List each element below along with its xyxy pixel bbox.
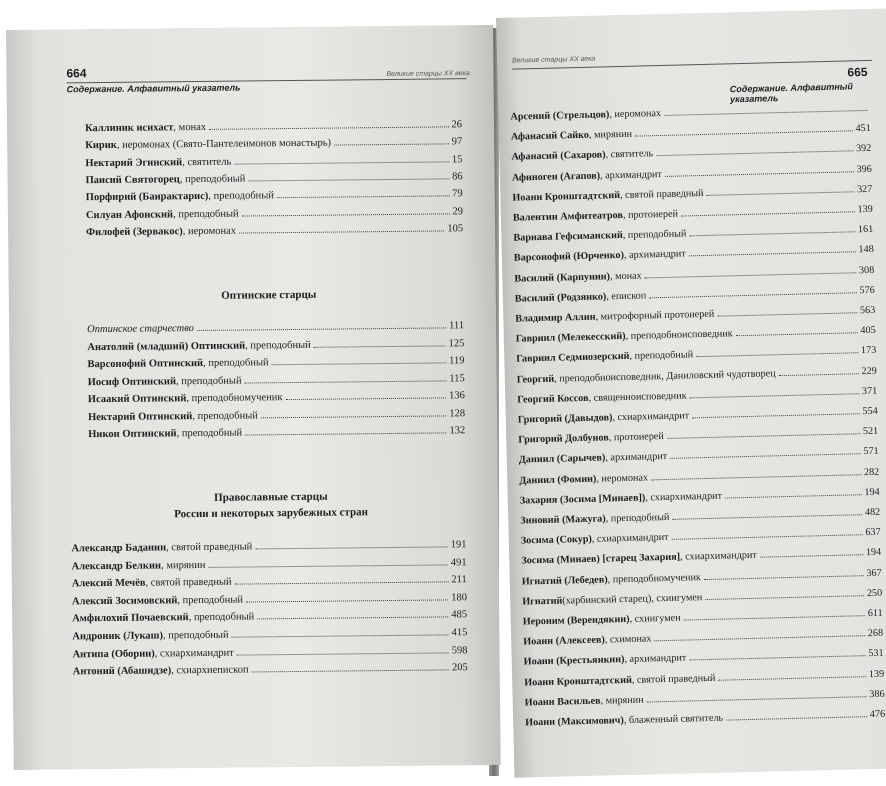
entry-description: , мирянин: [160, 559, 206, 571]
entry-description: , преподобный: [175, 375, 242, 387]
dot-leader: [656, 151, 853, 157]
entry-name: Исаакий Оптинский: [87, 393, 187, 406]
index-entry: [525, 688, 885, 710]
dot-leader: [779, 373, 859, 376]
dot-leader: [277, 196, 449, 199]
dot-leader: [645, 272, 856, 278]
entry-page-number: 367: [866, 567, 882, 579]
dot-leader: [272, 362, 446, 365]
entry-page-number: 396: [856, 163, 872, 175]
entry-name: Валентин Амфитеатров: [512, 209, 624, 224]
dot-leader: [672, 514, 862, 520]
entry-page-number: 105: [447, 223, 464, 235]
entry-page-number: 405: [860, 325, 876, 337]
index-entry: [515, 284, 875, 306]
entry-description: , преподобноисповедник: [625, 328, 733, 343]
entry-description: , схимонах: [604, 633, 652, 646]
entry-name: Гавриил (Мелекесский): [515, 331, 626, 345]
index-entry: [516, 324, 876, 346]
entry-name: Иосиф Оптинский: [87, 375, 177, 388]
index-entry: [513, 223, 873, 245]
entry-page-number: 180: [451, 592, 468, 604]
entry-name: Александр Белкин: [71, 559, 162, 572]
index-entry: [514, 263, 874, 285]
entry-name: Варсонофий (Юрченко): [513, 250, 625, 265]
index-entry: [516, 344, 876, 366]
entry-page-number: 132: [449, 425, 466, 437]
entry-description: , преподобный: [622, 228, 687, 242]
index-entry: [72, 644, 467, 661]
entry-description: (харбинский старец), схиигумен: [562, 591, 703, 607]
entry-page-number: 598: [451, 644, 468, 656]
entry-description: , схиархимандрит: [591, 532, 669, 545]
index-entry: [512, 162, 872, 184]
entry-name: Алексий Мечёв: [71, 577, 146, 590]
entry-description: , монах: [609, 270, 642, 282]
orthodox-heading-line1: Православные старцы: [214, 490, 328, 504]
entry-name: Иоанн (Крестьянкин): [523, 654, 625, 668]
entry-name: Григорий (Давыдов): [517, 412, 613, 426]
entry-name: Анатолий (младший) Оптинский: [87, 340, 246, 353]
entry-description: , преподобноисповедник, Даниловский чудотворец: [554, 367, 776, 385]
entry-description: , преподобный: [629, 349, 694, 363]
entry-name: Антоний (Абашидзе): [72, 665, 172, 678]
entry-page-number: 482: [864, 506, 881, 519]
dot-leader: [237, 652, 449, 655]
entry-name: Гавриил Седмиозерский: [516, 351, 630, 365]
entry-name: Антипа (Оборин): [72, 648, 155, 660]
index-entry: [86, 170, 463, 187]
entry-page-number: 115: [449, 372, 465, 384]
index-entry: [88, 424, 465, 441]
entry-page-number: 282: [863, 466, 880, 478]
entry-description: , преподобный: [177, 594, 244, 607]
dot-leader: [654, 635, 864, 641]
index-entry: [511, 122, 871, 144]
dot-leader: [725, 494, 861, 498]
index-entry: [517, 385, 877, 407]
entry-description: , преподобный: [605, 511, 670, 525]
entry-description: , иеромонах (Свято-Пантелеимонов монастырь): [116, 137, 332, 152]
dot-leader: [718, 676, 866, 681]
entry-page-number: 161: [857, 224, 874, 236]
entry-description: , преподобный: [179, 173, 246, 186]
entry-page-number: 491: [450, 556, 467, 568]
index-entry: [72, 609, 467, 626]
index-entry: [518, 425, 878, 447]
dot-leader: [314, 345, 446, 347]
left-header-rule: [67, 78, 467, 83]
entry-name: Варнава Гефсиманский: [513, 230, 623, 244]
entry-description: , святой праведный: [631, 672, 716, 686]
entry-description: , архимандрит: [599, 168, 663, 182]
entry-description: , преподобный: [203, 357, 269, 369]
entry-description: , митрофорный протоиерей: [595, 308, 715, 323]
index-entry: [522, 566, 882, 588]
entry-description: , схиархимандрит: [645, 490, 723, 504]
left-page-number: 664: [66, 66, 87, 81]
entry-page-number: 415: [451, 627, 468, 639]
index-entry: [520, 486, 880, 508]
dot-leader: [245, 380, 447, 383]
dot-leader: [257, 617, 448, 620]
entry-page-number: 139: [868, 668, 885, 680]
entry-name: Иоанн Кронштадтский: [524, 674, 633, 689]
index-entry: [523, 607, 883, 629]
index-entry: [511, 142, 871, 164]
dot-leader: [239, 230, 444, 233]
entry-description: , преподобный: [245, 339, 311, 352]
index-entry: [88, 407, 465, 424]
entry-name: Георгий: [516, 373, 555, 386]
dot-leader: [726, 716, 867, 720]
orthodox-heading: [161, 488, 381, 522]
entry-page-number: 111: [449, 320, 465, 332]
dot-leader: [689, 656, 865, 661]
left-section-label: Содержание. Алфавитный указатель: [66, 82, 241, 95]
entry-description: , монах: [173, 121, 207, 134]
index-entry: [87, 354, 464, 371]
entry-name: Иоанн (Алексеев): [523, 634, 605, 648]
entry-description: , преподобный: [176, 427, 243, 440]
index-entry: [522, 587, 882, 609]
index-entry: [86, 187, 463, 204]
index-entry: [523, 627, 883, 649]
dot-leader: [252, 670, 449, 673]
entry-page-number: 194: [865, 547, 882, 559]
index-entry: [517, 364, 877, 386]
entry-page-number: 392: [855, 143, 872, 155]
entry-description: , святой праведный: [166, 541, 253, 554]
index-entry: [519, 465, 879, 487]
entry-page-number: 451: [855, 123, 871, 135]
entry-name: Филофей (Зервакос): [86, 225, 183, 238]
index-entry: [515, 304, 875, 326]
entry-name: Зиновий (Мажуга): [520, 513, 606, 527]
dot-leader: [664, 110, 867, 116]
dot-leader: [684, 615, 865, 620]
entry-name: Василий (Родзянко): [514, 291, 607, 305]
dot-leader: [670, 454, 860, 460]
entry-page-number: 571: [863, 446, 879, 458]
entry-name: Иоанн Васильев: [524, 695, 601, 709]
index-entry: [86, 222, 463, 239]
dot-leader: [647, 696, 867, 702]
entry-name: Варсонофий Оптинский: [87, 357, 204, 371]
entry-name: Паисий Святогорец: [85, 174, 180, 187]
entry-page-number: 554: [862, 405, 878, 418]
index-entry: [86, 205, 463, 222]
left-page: [6, 25, 501, 770]
entry-page-number: 26: [451, 119, 463, 131]
entry-name: Даниил (Сарычев): [518, 452, 606, 466]
entry-page-number: 611: [867, 607, 883, 620]
orthodox-heading-line2: России и некоторых зарубежных стран: [174, 506, 368, 521]
dot-leader: [235, 582, 449, 585]
dot-leader: [209, 564, 448, 568]
dot-leader: [665, 171, 854, 177]
entry-description: , протоиерей: [608, 431, 664, 444]
dot-leader: [234, 161, 449, 164]
dot-leader: [681, 211, 855, 216]
entry-page-number: 139: [857, 203, 873, 216]
entry-page-number: 576: [859, 284, 875, 296]
entry-description: , святой праведный: [619, 187, 704, 201]
dot-leader: [689, 231, 855, 236]
dot-leader: [635, 131, 852, 137]
dot-leader: [707, 191, 855, 196]
entry-page-number: 229: [861, 365, 877, 377]
entry-description: , архимандрит: [623, 248, 686, 262]
entry-page-number: 327: [856, 183, 873, 196]
entry-description: , святитель: [182, 156, 232, 168]
dot-leader: [246, 599, 448, 602]
dot-leader: [209, 126, 448, 130]
dot-leader: [197, 327, 446, 331]
entry-name: Алексий Зосимовский: [71, 595, 178, 608]
entry-page-number: 250: [866, 587, 883, 599]
entry-page-number: 15: [451, 153, 463, 165]
dot-leader: [649, 292, 856, 298]
dot-leader: [690, 393, 859, 398]
entry-page-number: 211: [451, 574, 467, 586]
entry-page-number: 173: [860, 345, 877, 357]
entry-name: Нектарий Эгинский: [85, 156, 183, 169]
dot-leader: [248, 178, 449, 181]
entry-name: Иоанн (Максимович): [525, 715, 625, 729]
index-entry: [87, 337, 464, 354]
left-running-title: Великие старцы XX века: [386, 70, 470, 79]
dot-leader: [689, 252, 856, 257]
dot-leader: [760, 555, 863, 559]
dot-leader: [261, 415, 446, 418]
dot-leader: [704, 575, 864, 580]
entry-description: , схиархимандрит: [612, 410, 690, 424]
entry-description: , схиархиепископ: [171, 664, 249, 677]
entry-description: , иеромонах: [182, 225, 237, 237]
entry-name: Кирик: [85, 140, 117, 152]
entry-page-number: 476: [869, 708, 886, 721]
entry-name: Георгий Коссов: [517, 392, 589, 406]
entry-description: , иеромонах: [609, 107, 662, 121]
dot-leader: [286, 397, 447, 400]
entry-page-number: 148: [858, 244, 874, 256]
entry-name: Никон Оптинский: [88, 428, 177, 441]
entry-page-number: 308: [858, 264, 875, 276]
index-entry: [512, 183, 872, 205]
entry-name: Амфилохий Почаевский: [72, 612, 189, 625]
dot-leader: [334, 144, 449, 146]
entry-description: , блаженный святитель: [623, 712, 724, 727]
index-entry: [518, 405, 878, 427]
dot-leader: [651, 474, 861, 480]
entry-name: Игнатий: [522, 595, 563, 608]
entry-description: , преподобный: [208, 190, 274, 203]
entry-page-number: 97: [451, 136, 463, 148]
entry-name: Зосима (Сокур): [520, 534, 592, 547]
entry-page-number: 531: [868, 648, 884, 660]
index-entry: [519, 445, 879, 467]
entry-page-number: 128: [449, 407, 466, 419]
index-entry: [87, 319, 464, 336]
entry-name: Оптинское старчество: [87, 323, 194, 336]
dot-leader: [705, 595, 864, 600]
entry-description: , схиархимандрит: [154, 647, 234, 660]
index-entry: [85, 136, 462, 153]
entry-page-number: 86: [452, 171, 463, 183]
entry-name: Афиноген (Агапов): [511, 170, 601, 184]
entry-page-number: 371: [861, 385, 878, 397]
entry-description: , схиархимандрит: [679, 550, 757, 564]
entry-description: , схиигумен: [629, 612, 681, 625]
entry-name: Григорий Долбунов: [518, 432, 609, 446]
entry-page-number: 125: [448, 337, 465, 349]
dot-leader: [692, 413, 859, 418]
entry-name: Афанасий Сайко: [510, 129, 590, 143]
right-page-number: 665: [847, 64, 868, 80]
index-entry: [524, 667, 884, 689]
index-entry: [72, 556, 467, 573]
entry-name: Афанасий (Сахаров): [511, 149, 606, 164]
index-entry: [520, 506, 880, 528]
entry-name: Владимир Аллин: [515, 311, 596, 325]
index-entry: [521, 546, 881, 568]
entry-description: , иеромонах: [596, 472, 649, 485]
entry-description: , преподобномученик: [186, 392, 283, 405]
index-entry: [73, 661, 468, 678]
entry-name: Даниил (Фомин): [519, 473, 597, 487]
entry-page-number: 268: [867, 627, 884, 640]
entry-description: , преподобномученик: [607, 571, 702, 586]
entry-description: , святитель: [605, 148, 654, 161]
entry-name: Арсений (Стрельцов): [510, 109, 610, 123]
entry-description: , преподобный: [173, 208, 239, 220]
entry-name: Иоанн Кронштадтский: [512, 189, 621, 204]
index-entry: [71, 538, 466, 555]
entry-page-number: 563: [859, 304, 876, 317]
entry-page-number: 29: [452, 205, 463, 217]
index-entry: [88, 389, 465, 406]
right-section-label: Содержание. Алфавитный указатель: [729, 81, 854, 105]
index-entry: [510, 102, 870, 124]
entry-description: , священноисповедник: [588, 390, 687, 404]
dot-leader: [667, 433, 860, 439]
dot-leader: [736, 332, 858, 336]
index-entry: [88, 372, 465, 389]
right-running-title: Великие старцы XX века: [511, 55, 596, 65]
dot-leader: [672, 534, 863, 540]
entry-page-number: 119: [449, 355, 465, 367]
entry-description: , протоиерей: [622, 208, 679, 221]
entry-page-number: 194: [864, 486, 880, 498]
entry-page-number: 205: [451, 662, 468, 674]
dot-leader: [255, 546, 447, 549]
entry-description: , святой праведный: [145, 576, 232, 589]
index-entry: [72, 626, 467, 643]
index-entry: [521, 526, 881, 548]
entry-description: , преподобный: [162, 629, 229, 642]
optina-heading: Оптинские старцы: [221, 288, 317, 302]
index-entry: [514, 243, 874, 265]
index-entry: [85, 153, 462, 170]
entry-description: , епископ: [606, 290, 647, 303]
index-entry: [513, 203, 873, 225]
entry-name: Андроник (Лукаш): [72, 630, 164, 643]
entry-description: , мирянин: [588, 128, 633, 141]
dot-leader: [232, 634, 449, 637]
right-page: [496, 8, 886, 777]
index-entry: [85, 118, 462, 135]
entry-name: Каллиник исихаст: [84, 122, 174, 135]
dot-leader: [242, 213, 450, 216]
entry-name: Нектарий Оптинский: [88, 410, 193, 423]
index-entry: [72, 573, 467, 590]
entry-page-number: 136: [449, 390, 465, 402]
entry-page-number: 79: [452, 188, 463, 200]
index-entry: [524, 647, 884, 669]
entry-page-number: 637: [865, 526, 881, 539]
entry-name: Василий (Карпунин): [514, 270, 611, 285]
entry-name: Порфирий (Баирактарис): [85, 191, 209, 204]
entry-page-number: 191: [450, 539, 467, 551]
entry-name: Зосима (Минаев) [старец Захария]: [521, 552, 681, 567]
entry-description: , мирянин: [600, 694, 644, 707]
entry-name: Игнатий (Лебедев): [521, 574, 608, 588]
entry-description: , преподобный: [192, 409, 258, 422]
entry-name: Силуан Афонский: [85, 208, 174, 221]
entry-description: , архимандрит: [605, 451, 668, 464]
entry-name: Захария (Зосима [Минаев]): [519, 492, 646, 507]
entry-description: , архимандрит: [624, 652, 687, 666]
index-entry: [72, 591, 467, 608]
entry-page-number: 521: [862, 425, 879, 438]
index-entry: [525, 708, 885, 730]
dot-leader: [696, 353, 858, 358]
entry-description: , преподобный: [188, 611, 255, 624]
dot-leader: [245, 432, 446, 435]
entry-name: Александр Баданин: [71, 542, 167, 555]
entry-page-number: 386: [869, 688, 885, 700]
entry-page-number: 485: [451, 609, 468, 621]
dot-leader: [717, 312, 857, 316]
entry-name: Иероним (Верендякин): [522, 613, 630, 628]
